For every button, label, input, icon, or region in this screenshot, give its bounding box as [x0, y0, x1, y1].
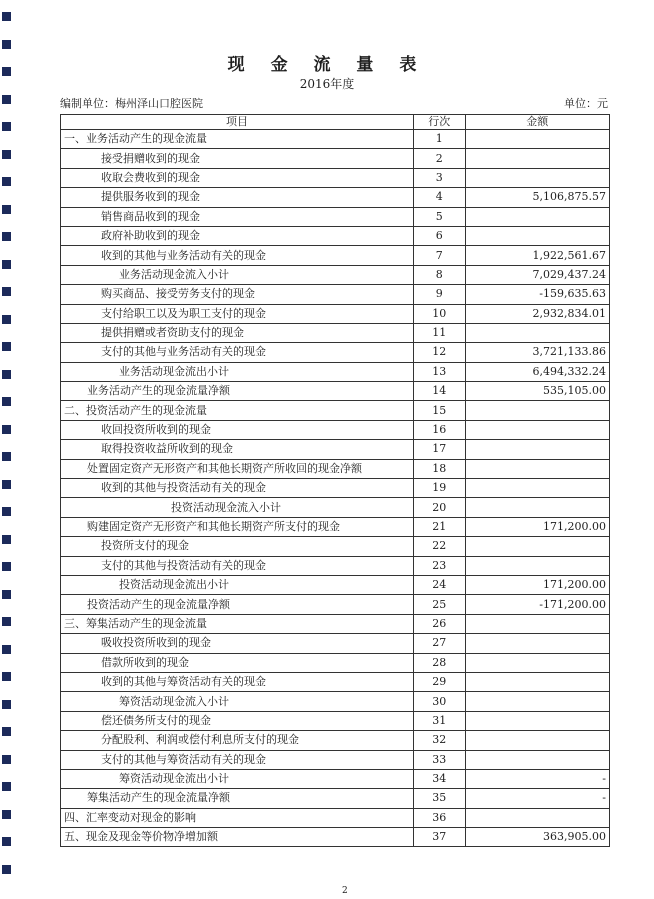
row-amount	[465, 401, 609, 420]
row-line-number: 16	[413, 420, 465, 439]
row-item-label: 吸收投资所收到的现金	[61, 634, 414, 653]
row-line-number: 4	[413, 188, 465, 207]
table-row	[61, 265, 610, 284]
row-amount	[465, 537, 609, 556]
binding-hole-mark	[2, 562, 11, 571]
row-item-label: 借款所收到的现金	[61, 653, 414, 672]
binding-hole-mark	[2, 315, 11, 324]
table-row	[61, 672, 610, 691]
row-item-label: 业务活动产生的现金流量净额	[61, 382, 414, 401]
table-row	[61, 828, 610, 847]
table-row	[61, 692, 610, 711]
row-amount	[465, 808, 609, 827]
table-row	[61, 789, 610, 808]
row-amount	[465, 692, 609, 711]
table-row	[61, 575, 610, 594]
row-item-label: 收到的其他与投资活动有关的现金	[61, 479, 414, 498]
row-item-label: 接受捐赠收到的现金	[61, 149, 414, 168]
table-row	[61, 750, 610, 769]
org-label: 编制单位：梅州泽山口腔医院	[60, 97, 203, 110]
binding-hole-mark	[2, 287, 11, 296]
row-amount	[465, 149, 609, 168]
row-amount	[465, 498, 609, 517]
binding-hole-mark	[2, 205, 11, 214]
row-line-number: 8	[413, 265, 465, 284]
row-line-number: 34	[413, 769, 465, 788]
binding-hole-mark	[2, 12, 11, 21]
binding-hole-mark	[2, 700, 11, 709]
row-item-label: 投资所支付的现金	[61, 537, 414, 556]
binding-hole-mark	[2, 397, 11, 406]
table-row	[61, 537, 610, 556]
row-item-label: 政府补助收到的现金	[61, 226, 414, 245]
binding-hole-mark	[2, 645, 11, 654]
table-row	[61, 711, 610, 730]
row-line-number: 30	[413, 692, 465, 711]
row-amount	[465, 168, 609, 187]
row-line-number: 19	[413, 479, 465, 498]
row-line-number: 29	[413, 672, 465, 691]
row-line-number: 28	[413, 653, 465, 672]
row-item-label: 收到的其他与业务活动有关的现金	[61, 246, 414, 265]
row-line-number: 22	[413, 537, 465, 556]
binding-hole-mark	[2, 810, 11, 819]
row-item-label: 分配股利、利润或偿付利息所支付的现金	[61, 731, 414, 750]
row-amount: 171,200.00	[465, 517, 609, 536]
row-amount	[465, 711, 609, 730]
report-title: 现 金 流 量 表	[227, 55, 427, 75]
row-amount	[465, 420, 609, 439]
row-line-number: 7	[413, 246, 465, 265]
table-row	[61, 420, 610, 439]
row-item-label: 收回投资所收到的现金	[61, 420, 414, 439]
row-amount: 6,494,332.24	[465, 362, 609, 381]
row-amount	[465, 672, 609, 691]
row-amount	[465, 459, 609, 478]
row-line-number: 35	[413, 789, 465, 808]
row-line-number: 18	[413, 459, 465, 478]
row-line-number: 17	[413, 440, 465, 459]
page-number: 2	[342, 886, 348, 896]
table-row	[61, 343, 610, 362]
binding-hole-mark	[2, 122, 11, 131]
row-line-number: 20	[413, 498, 465, 517]
row-line-number: 5	[413, 207, 465, 226]
table-row	[61, 226, 610, 245]
table-row	[61, 382, 610, 401]
row-amount: 535,105.00	[465, 382, 609, 401]
row-line-number: 37	[413, 828, 465, 847]
row-line-number: 36	[413, 808, 465, 827]
table-row	[61, 653, 610, 672]
row-line-number: 10	[413, 304, 465, 323]
table-row	[61, 808, 610, 827]
table-row	[61, 731, 610, 750]
binding-hole-mark	[2, 590, 11, 599]
binding-hole-mark	[2, 95, 11, 104]
binding-hole-mark	[2, 727, 11, 736]
row-item-label: 四、汇率变动对现金的影响	[61, 808, 414, 827]
row-amount	[465, 440, 609, 459]
row-amount: -	[465, 769, 609, 788]
row-amount	[465, 653, 609, 672]
row-amount	[465, 731, 609, 750]
report-year: 2016年度	[299, 77, 355, 91]
row-amount	[465, 614, 609, 633]
row-amount: 5,106,875.57	[465, 188, 609, 207]
column-header-amount: 金额	[465, 115, 609, 130]
row-item-label: 五、现金及现金等价物净增加额	[61, 828, 414, 847]
row-amount: 363,905.00	[465, 828, 609, 847]
table-row	[61, 769, 610, 788]
row-item-label: 筹资活动现金流入小计	[61, 692, 414, 711]
row-line-number: 24	[413, 575, 465, 594]
binding-hole-mark	[2, 617, 11, 626]
row-amount	[465, 556, 609, 575]
table-row	[61, 517, 610, 536]
binding-hole-mark	[2, 342, 11, 351]
binding-hole-mark	[2, 177, 11, 186]
row-item-label: 二、投资活动产生的现金流量	[61, 401, 414, 420]
row-item-label: 购买商品、接受劳务支付的现金	[61, 285, 414, 304]
row-line-number: 1	[413, 130, 465, 149]
row-line-number: 2	[413, 149, 465, 168]
binding-hole-mark	[2, 40, 11, 49]
row-item-label: 投资活动现金流出小计	[61, 575, 414, 594]
table-row	[61, 556, 610, 575]
table-row	[61, 634, 610, 653]
row-line-number: 12	[413, 343, 465, 362]
column-header-line-no: 行次	[413, 115, 465, 130]
row-amount: -171,200.00	[465, 595, 609, 614]
row-item-label: 业务活动现金流入小计	[61, 265, 414, 284]
row-item-label: 业务活动现金流出小计	[61, 362, 414, 381]
row-item-label: 投资活动产生的现金流量净额	[61, 595, 414, 614]
row-amount	[465, 750, 609, 769]
unit-label: 单位：元	[564, 97, 608, 110]
table-row	[61, 207, 610, 226]
row-amount: 171,200.00	[465, 575, 609, 594]
row-line-number: 21	[413, 517, 465, 536]
row-amount	[465, 226, 609, 245]
row-amount: 2,932,834.01	[465, 304, 609, 323]
binding-hole-mark	[2, 425, 11, 434]
binding-hole-mark	[2, 672, 11, 681]
binding-hole-mark	[2, 480, 11, 489]
row-item-label: 支付的其他与投资活动有关的现金	[61, 556, 414, 575]
table-row	[61, 595, 610, 614]
table-row	[61, 246, 610, 265]
row-item-label: 筹集活动产生的现金流量净额	[61, 789, 414, 808]
row-amount	[465, 479, 609, 498]
row-amount: -159,635.63	[465, 285, 609, 304]
binding-hole-mark	[2, 782, 11, 791]
table-row	[61, 459, 610, 478]
table-row	[61, 498, 610, 517]
row-item-label: 筹资活动现金流出小计	[61, 769, 414, 788]
table-row	[61, 130, 610, 149]
binding-hole-mark	[2, 232, 11, 241]
row-item-label: 支付的其他与筹资活动有关的现金	[61, 750, 414, 769]
table-row	[61, 188, 610, 207]
row-item-label: 三、筹集活动产生的现金流量	[61, 614, 414, 633]
row-line-number: 26	[413, 614, 465, 633]
table-row	[61, 479, 610, 498]
report-meta	[60, 95, 608, 111]
row-item-label: 收到的其他与筹资活动有关的现金	[61, 672, 414, 691]
table-header-row	[61, 115, 610, 130]
row-line-number: 25	[413, 595, 465, 614]
row-item-label: 收取会费收到的现金	[61, 168, 414, 187]
row-item-label: 销售商品收到的现金	[61, 207, 414, 226]
binding-hole-mark	[2, 755, 11, 764]
row-amount: -	[465, 789, 609, 808]
binding-strip	[0, 0, 16, 899]
row-line-number: 3	[413, 168, 465, 187]
row-item-label: 提供服务收到的现金	[61, 188, 414, 207]
row-line-number: 27	[413, 634, 465, 653]
binding-hole-mark	[2, 837, 11, 846]
table-row	[61, 149, 610, 168]
binding-hole-mark	[2, 452, 11, 461]
row-line-number: 23	[413, 556, 465, 575]
row-item-label: 购建固定资产无形资产和其他长期资产所支付的现金	[61, 517, 414, 536]
row-amount	[465, 323, 609, 342]
row-line-number: 14	[413, 382, 465, 401]
binding-hole-mark	[2, 535, 11, 544]
table-row	[61, 304, 610, 323]
row-item-label: 支付给职工以及为职工支付的现金	[61, 304, 414, 323]
binding-hole-mark	[2, 865, 11, 874]
row-line-number: 33	[413, 750, 465, 769]
row-line-number: 13	[413, 362, 465, 381]
row-amount	[465, 634, 609, 653]
row-item-label: 投资活动现金流入小计	[61, 498, 414, 517]
column-header-item: 项目	[61, 115, 414, 130]
table-row	[61, 285, 610, 304]
row-amount	[465, 207, 609, 226]
binding-hole-mark	[2, 507, 11, 516]
row-item-label: 偿还债务所支付的现金	[61, 711, 414, 730]
table-row	[61, 614, 610, 633]
table-row	[61, 362, 610, 381]
table-row	[61, 323, 610, 342]
row-line-number: 15	[413, 401, 465, 420]
row-item-label: 一、业务活动产生的现金流量	[61, 130, 414, 149]
row-line-number: 32	[413, 731, 465, 750]
row-amount	[465, 130, 609, 149]
row-amount: 3,721,133.86	[465, 343, 609, 362]
row-line-number: 6	[413, 226, 465, 245]
table-row	[61, 440, 610, 459]
table-row	[61, 401, 610, 420]
binding-hole-mark	[2, 260, 11, 269]
row-line-number: 9	[413, 285, 465, 304]
row-amount: 7,029,437.24	[465, 265, 609, 284]
binding-hole-mark	[2, 150, 11, 159]
row-item-label: 取得投资收益所收到的现金	[61, 440, 414, 459]
cash-flow-table	[60, 114, 610, 847]
row-line-number: 31	[413, 711, 465, 730]
table-row	[61, 168, 610, 187]
row-item-label: 提供捐赠或者资助支付的现金	[61, 323, 414, 342]
row-item-label: 支付的其他与业务活动有关的现金	[61, 343, 414, 362]
binding-hole-mark	[2, 370, 11, 379]
row-line-number: 11	[413, 323, 465, 342]
row-item-label: 处置固定资产无形资产和其他长期资产所收回的现金净额	[61, 459, 414, 478]
row-amount: 1,922,561.67	[465, 246, 609, 265]
